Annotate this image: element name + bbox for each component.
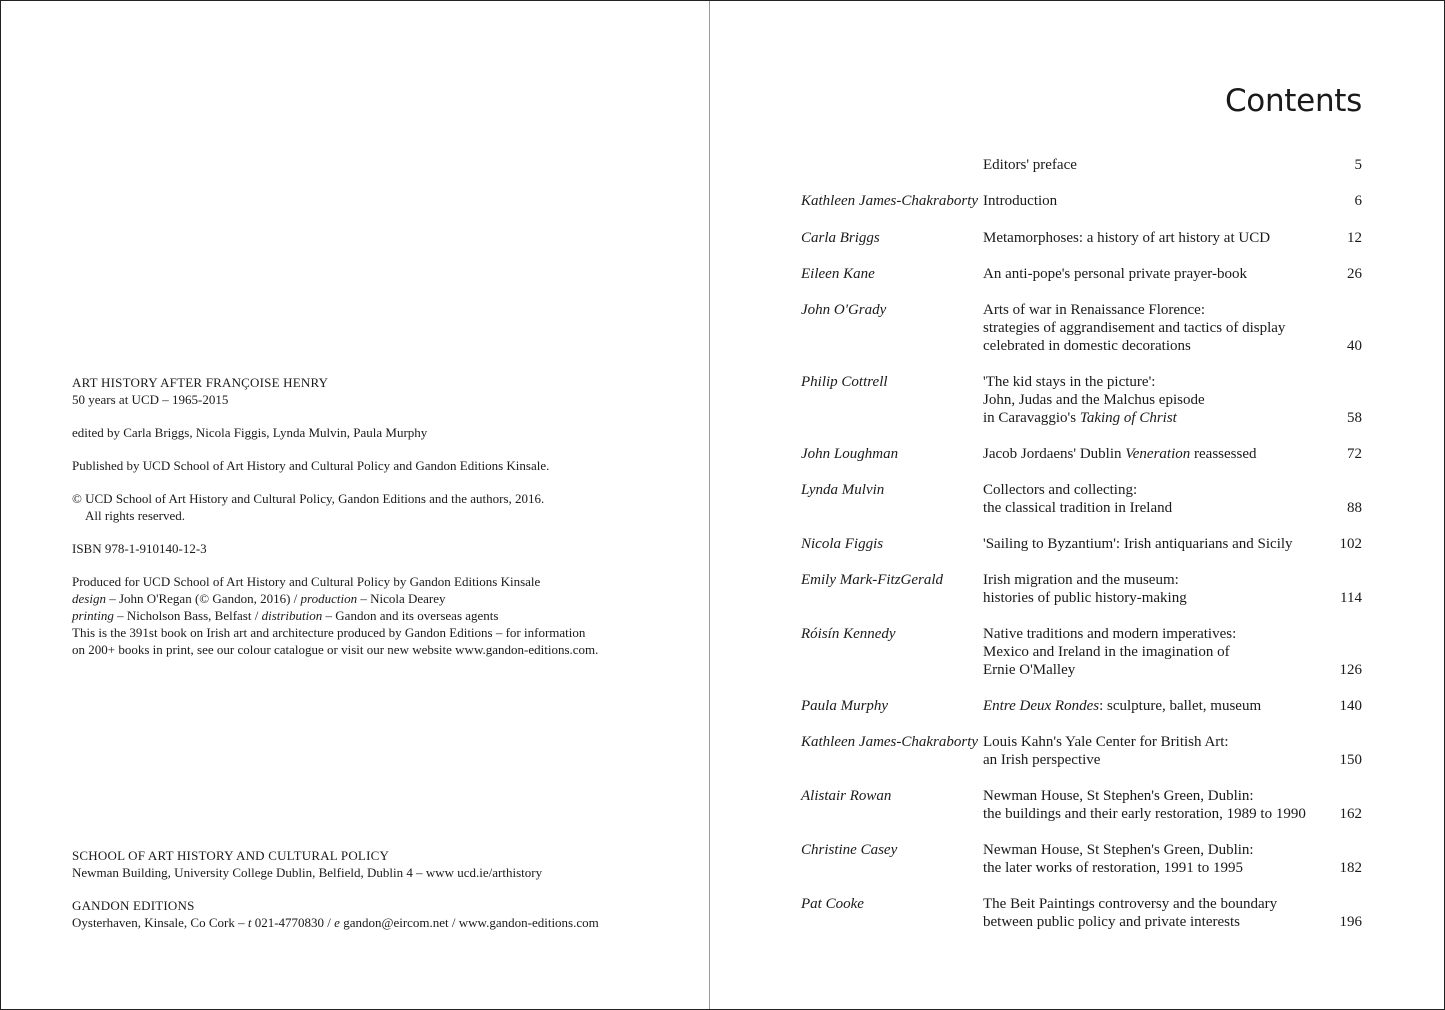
- toc-page-number: 114: [1340, 590, 1362, 606]
- toc-title-line: strategies of aggrandisement and tactics of display: [983, 320, 1286, 336]
- toc-page-number: 88: [1347, 500, 1362, 516]
- toc-title-line: Ernie O'Malley: [983, 662, 1076, 678]
- toc-page-number: 126: [1339, 662, 1362, 678]
- toc-title: [983, 571, 1343, 607]
- toc-title-line: Mexico and Ireland in the imagination of: [983, 644, 1230, 660]
- toc-author: Róisín Kennedy: [801, 626, 896, 642]
- toc-page-number: 12: [1347, 230, 1362, 246]
- toc-title-line: Irish migration and the museum:: [983, 572, 1179, 588]
- production-label: production: [300, 591, 358, 606]
- toc-page-number: 162: [1339, 806, 1362, 822]
- toc-author: Kathleen James-Chakraborty: [801, 193, 979, 209]
- toc-title: [983, 373, 1343, 427]
- design-value: – John O'Regan (© Gandon, 2016) /: [105, 591, 301, 606]
- toc-title-line: an Irish perspective: [983, 752, 1101, 768]
- printing-label: printing: [72, 608, 114, 623]
- toc-title: [983, 733, 1343, 769]
- toc-title-line: Collectors and collecting:: [983, 482, 1138, 498]
- imprint-page: [1, 1, 709, 1009]
- toc-title: [983, 265, 1343, 283]
- toc-title: [983, 895, 1343, 931]
- toc-title-line: celebrated in domestic decorations: [983, 338, 1191, 354]
- toc-title-line: The Beit Paintings controversy and the boundary: [983, 896, 1278, 912]
- toc-title-line: Native traditions and modern imperatives:: [983, 626, 1237, 642]
- gandon-name: GANDON EDITIONS: [72, 898, 195, 913]
- toc-title-line: An anti-pope's personal private prayer-book: [983, 266, 1247, 282]
- copyright-line: © UCD School of Art History and Cultural Policy, Gandon Editions and the authors, 2016.: [72, 491, 545, 506]
- toc-author: Pat Cooke: [801, 896, 864, 912]
- rights-line: All rights reserved.: [85, 508, 186, 523]
- book-subtitle: 50 years at UCD – 1965-2015: [72, 392, 229, 407]
- toc-author: Carla Briggs: [801, 230, 880, 246]
- toc-title-line: Metamorphoses: a history of art history at UCD: [983, 230, 1271, 246]
- toc-page-number: 5: [1354, 157, 1362, 173]
- toc-author: John O'Grady: [801, 302, 887, 318]
- toc-title: [983, 301, 1343, 355]
- toc-page-number: 140: [1339, 698, 1362, 714]
- toc-title: [983, 697, 1343, 715]
- credits-line-design: [72, 590, 672, 607]
- credits-line-printing: [72, 607, 672, 624]
- design-label: design: [72, 591, 106, 606]
- toc-title-line: Louis Kahn's Yale Center for British Art:: [983, 734, 1229, 750]
- imprint-block: [72, 374, 672, 658]
- toc-title: [983, 192, 1343, 210]
- toc-page-number: 102: [1339, 536, 1362, 552]
- toc-title-line: Jacob Jordaens' Dublin Veneration reassessed: [983, 446, 1257, 462]
- toc-author: Emily Mark-FitzGerald: [801, 572, 944, 588]
- toc-title-line: John, Judas and the Malchus episode: [983, 392, 1205, 408]
- toc-author: John Loughman: [801, 446, 899, 462]
- gandon-email: gandon@eircom.net / www.gandon-editions.com: [339, 915, 599, 930]
- email-label: e: [334, 915, 340, 930]
- toc-title-line: 'Sailing to Byzantium': Irish antiquarians and Sicily: [983, 536, 1293, 552]
- toc-title-line: Introduction: [983, 193, 1058, 209]
- toc-title: [983, 535, 1343, 553]
- distribution-value: – Gandon and its overseas agents: [322, 608, 499, 623]
- isbn: ISBN 978-1-910140-12-3: [72, 541, 207, 556]
- toc-page-number: 72: [1347, 446, 1362, 462]
- gandon-address: [72, 914, 672, 931]
- toc-title-line: Editors' preface: [983, 157, 1077, 173]
- toc-author: Alistair Rowan: [801, 788, 892, 804]
- toc-title: [983, 156, 1343, 174]
- toc-title-line: Entre Deux Rondes: sculpture, ballet, museum: [983, 698, 1262, 714]
- toc-page-number: 196: [1339, 914, 1362, 930]
- toc-title-line: Newman House, St Stephen's Green, Dublin:: [983, 788, 1254, 804]
- toc-page-number: 40: [1347, 338, 1362, 354]
- info-line-1: This is the 391st book on Irish art and architecture produced by Gandon Editions – for information: [72, 625, 586, 640]
- toc-title-line: between public policy and private interests: [983, 914, 1240, 930]
- toc-title-line: 'The kid stays in the picture':: [983, 374, 1156, 390]
- school-name: SCHOOL OF ART HISTORY AND CULTURAL POLICY: [72, 848, 390, 863]
- publisher-line: Published by UCD School of Art History and Cultural Policy and Gandon Editions Kinsale.: [72, 458, 550, 473]
- toc-title-line: the classical tradition in Ireland: [983, 500, 1173, 516]
- toc-title-line: Newman House, St Stephen's Green, Dublin:: [983, 842, 1254, 858]
- contents-heading: Contents: [1224, 83, 1362, 119]
- school-address: Newman Building, University College Dublin, Belfield, Dublin 4 – www ucd.ie/arthistory: [72, 865, 543, 880]
- toc-title: [983, 787, 1343, 823]
- toc-title-line: Arts of war in Renaissance Florence:: [983, 302, 1206, 318]
- toc-author: Paula Murphy: [801, 698, 889, 714]
- toc-title: [983, 445, 1343, 463]
- toc-title: [983, 841, 1343, 877]
- toc-title: [983, 625, 1343, 679]
- editors-line: edited by Carla Briggs, Nicola Figgis, Lynda Mulvin, Paula Murphy: [72, 425, 428, 440]
- addresses-block: [72, 847, 672, 931]
- toc-title: [983, 481, 1343, 517]
- toc-author: Philip Cottrell: [801, 374, 888, 390]
- distribution-label: distribution: [261, 608, 323, 623]
- toc-page-number: 182: [1339, 860, 1362, 876]
- contents-page: [710, 1, 1444, 1009]
- produced-for-line: Produced for UCD School of Art History and Cultural Policy by Gandon Editions Kinsale: [72, 574, 541, 589]
- toc-title-line: the buildings and their early restoration, 1989 to 1990: [983, 806, 1306, 822]
- toc-author: Kathleen James-Chakraborty: [801, 734, 979, 750]
- toc-author: Nicola Figgis: [801, 536, 884, 552]
- toc-page-number: 150: [1339, 752, 1362, 768]
- info-line-2: on 200+ books in print, see our colour catalogue or visit our new website www.gandon-editions.com.: [72, 642, 599, 657]
- toc-title-line: the later works of restoration, 1991 to 1995: [983, 860, 1243, 876]
- toc-title-line: histories of public history-making: [983, 590, 1187, 606]
- toc-author: Eileen Kane: [801, 266, 875, 282]
- toc-author: Christine Casey: [801, 842, 898, 858]
- toc-title: [983, 229, 1343, 247]
- production-value: – Nicola Dearey: [357, 591, 446, 606]
- gandon-address-text: Oysterhaven, Kinsale, Co Cork –: [72, 915, 248, 930]
- printing-value: – Nicholson Bass, Belfast /: [113, 608, 262, 623]
- gandon-phone: 021-4770830 /: [251, 915, 335, 930]
- book-title: ART HISTORY AFTER FRANÇOISE HENRY: [72, 375, 329, 390]
- toc-page-number: 6: [1354, 193, 1362, 209]
- toc-title-line: in Caravaggio's Taking of Christ: [983, 410, 1177, 426]
- toc-author: Lynda Mulvin: [801, 482, 885, 498]
- toc-page-number: 58: [1347, 410, 1362, 426]
- toc-page-number: 26: [1347, 266, 1362, 282]
- phone-label: t: [247, 915, 252, 930]
